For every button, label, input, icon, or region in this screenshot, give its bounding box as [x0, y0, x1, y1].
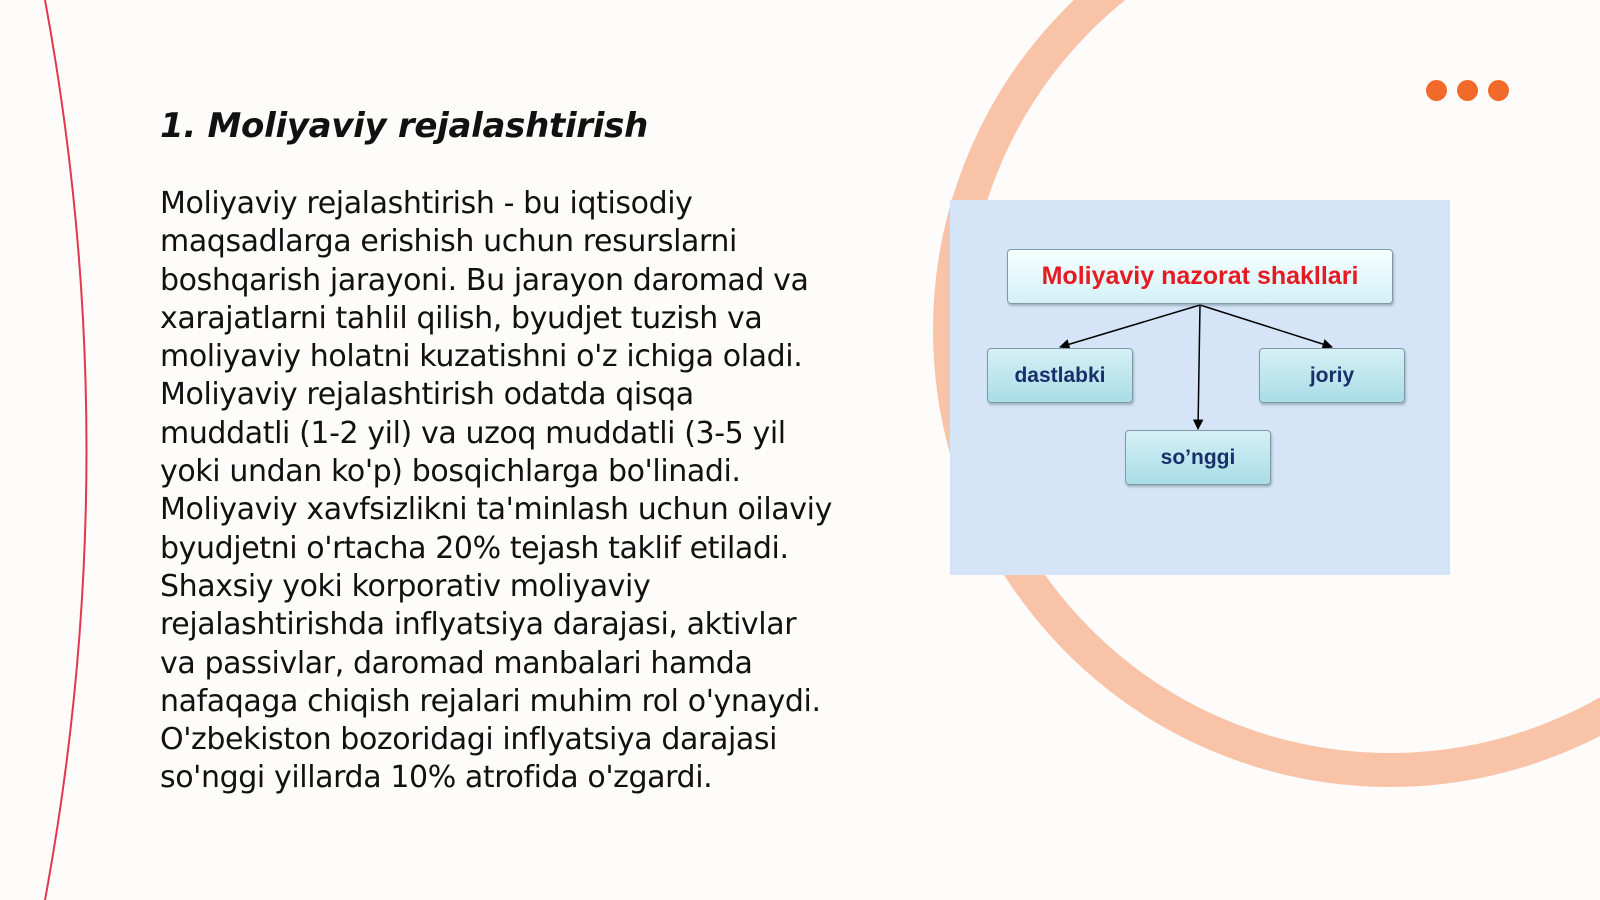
body-line: byudjetni o'rtacha 20% tejash taklif etiladi.	[160, 530, 789, 566]
body-line: nafaqaga chiqish rejalari muhim rol o'ynaydi.	[160, 683, 821, 719]
body-line: maqsadlarga erishish uchun resurslarni	[160, 224, 737, 260]
menu-dots-icon	[1426, 80, 1509, 101]
body-line: muddatli (1-2 yil) va uzoq muddatli (3-5 yil	[160, 415, 786, 451]
diagram-node-dastlabki: dastlabki	[987, 348, 1133, 403]
body-line: Moliyaviy rejalashtirish - bu iqtisodiy	[160, 186, 693, 221]
connector-to-songgi	[1198, 305, 1200, 429]
body-paragraph	[160, 185, 850, 798]
control-forms-diagram	[950, 200, 1450, 575]
diagram-node-joriy: joriy	[1259, 348, 1405, 403]
body-line: Shaxsiy yoki korporativ moliyaviy	[160, 568, 651, 604]
connector-to-joriy	[1200, 305, 1332, 347]
left-red-curve	[45, 0, 87, 900]
body-line: Moliyaviy rejalashtirish odatda qisqa	[160, 377, 694, 413]
body-line: yoki undan ko'p) bosqichlarga bo'linadi.	[160, 454, 741, 490]
body-line: boshqarish jarayoni. Bu jarayon daromad va	[160, 262, 809, 298]
body-line: O'zbekiston bozoridagi inflyatsiya darajasi	[160, 722, 778, 758]
body-line: xarajatlarni tahlil qilish, byudjet tuzish va	[160, 300, 763, 336]
body-line: rejalashtirishda inflyatsiya darajasi, aktivlar	[160, 607, 797, 643]
body-line: Moliyaviy xavfsizlikni ta'minlash uchun oilaviy	[160, 492, 832, 528]
slide-heading: 1. Moliyaviy rejalashtirish	[160, 106, 648, 146]
dot-icon	[1457, 80, 1478, 101]
diagram-root-node: Moliyaviy nazorat shakllari	[1007, 249, 1393, 304]
body-line: moliyaviy holatni kuzatishni o'z ichiga oladi.	[160, 339, 803, 375]
connector-to-dastlabki	[1060, 305, 1200, 347]
body-line: va passivlar, daromad manbalari hamda	[160, 645, 753, 681]
dot-icon	[1426, 80, 1447, 101]
diagram-node-songgi: so’nggi	[1125, 430, 1271, 485]
dot-icon	[1488, 80, 1509, 101]
body-line: so'nggi yillarda 10% atrofida o'zgardi.	[160, 760, 713, 796]
